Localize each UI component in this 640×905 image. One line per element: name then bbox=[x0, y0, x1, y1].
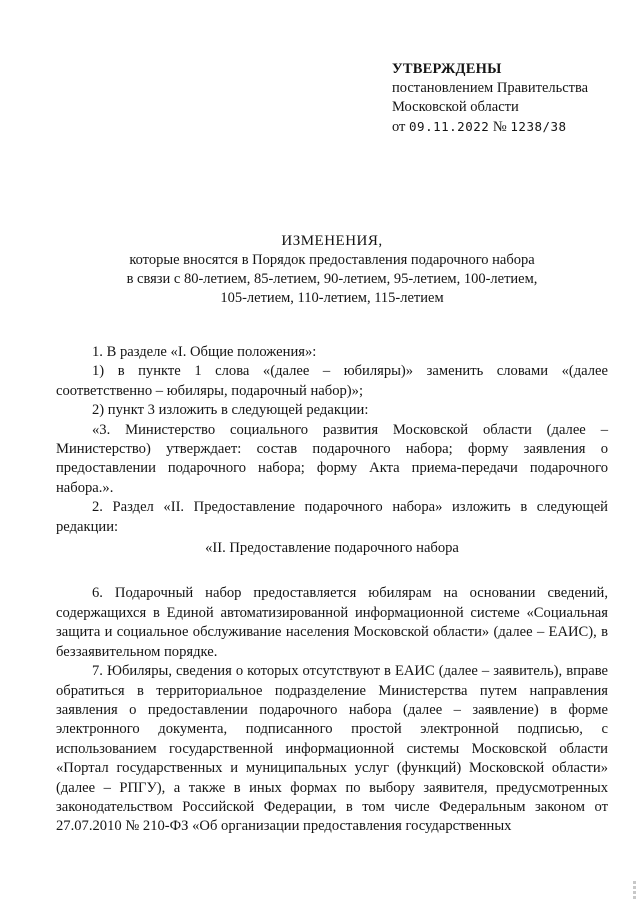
approval-number: 1238/38 bbox=[510, 119, 567, 134]
approval-date-line bbox=[392, 117, 588, 137]
approval-date-prefix: от bbox=[392, 119, 406, 135]
approval-line-2: Московской области bbox=[392, 99, 519, 115]
paragraph-clause-6: 6. Подарочный набор предоставляется юбилярам на основании сведений, содержащихся в Единой автоматизированной информационной системе «Социальная защита и социальное обслуживание населения Московской области» (далее – ЕАИС), в беззаявительном порядке. bbox=[56, 585, 608, 660]
approval-line-1: постановлением Правительства bbox=[392, 80, 589, 96]
approval-date: 09.11.2022 bbox=[409, 119, 490, 134]
paragraph-item-1: 1) в пункте 1 слова «(далее – юбиляры)» заменить словами «(далее соответственно – юбиляры, подарочный набор)»; bbox=[56, 363, 608, 399]
document-heading bbox=[56, 232, 608, 308]
heading-line-2: в связи с 80-летием, 85-летием, 90-летием, 95-летием, 100-летием, bbox=[126, 271, 538, 287]
paragraph-section-1: 1. В разделе «I. Общие положения»: bbox=[92, 344, 317, 360]
paragraph-clause-3: «3. Министерство социального развития Московской области (далее – Министерство) утверждает: состав подарочного набора; форму заявления о предоставлении подарочного набора; форму Акта приема-передачи подарочного набора.». bbox=[56, 421, 608, 496]
approval-stamp bbox=[392, 60, 588, 137]
section-ii-title: «II. Предоставление подарочного набора bbox=[205, 540, 459, 557]
approval-title: УТВЕРЖДЕНЫ bbox=[392, 61, 502, 77]
paragraph-section-2: 2. Раздел «II. Предоставление подарочного набора» изложить в следующей редакции: bbox=[56, 499, 608, 535]
approval-number-sign: № bbox=[492, 119, 507, 135]
heading-line-1: которые вносятся в Порядок предоставления подарочного набора bbox=[129, 252, 535, 268]
paragraph-clause-7: 7. Юбиляры, сведения о которых отсутствуют в ЕАИС (далее – заявитель), вправе обратиться в территориальное подразделение Министерства путем направления заявления о предоставлении подарочного набора (далее – заявление) в форме электронного документа, подписанного простой электронной подписью, с использованием государственной информационной системы Московской области «Портал государственных и муниципальных услуг (функций) Московской области» (далее – РПГУ), а также в иных формах по выбору заявителя, предусмотренных законодательством Российской Федерации, в том числе Федеральным законом от 27.07.2010 № 210-ФЗ «Об организации предоставления государственных bbox=[56, 663, 608, 835]
paragraph-item-2: 2) пункт 3 изложить в следующей редакции: bbox=[92, 402, 369, 419]
heading-title: ИЗМЕНЕНИЯ, bbox=[281, 233, 383, 249]
scan-edge-mark bbox=[633, 881, 636, 905]
document-body bbox=[56, 343, 608, 837]
spacer bbox=[56, 558, 608, 584]
heading-line-3: 105-летием, 110-летием, 115-летием bbox=[220, 290, 444, 306]
